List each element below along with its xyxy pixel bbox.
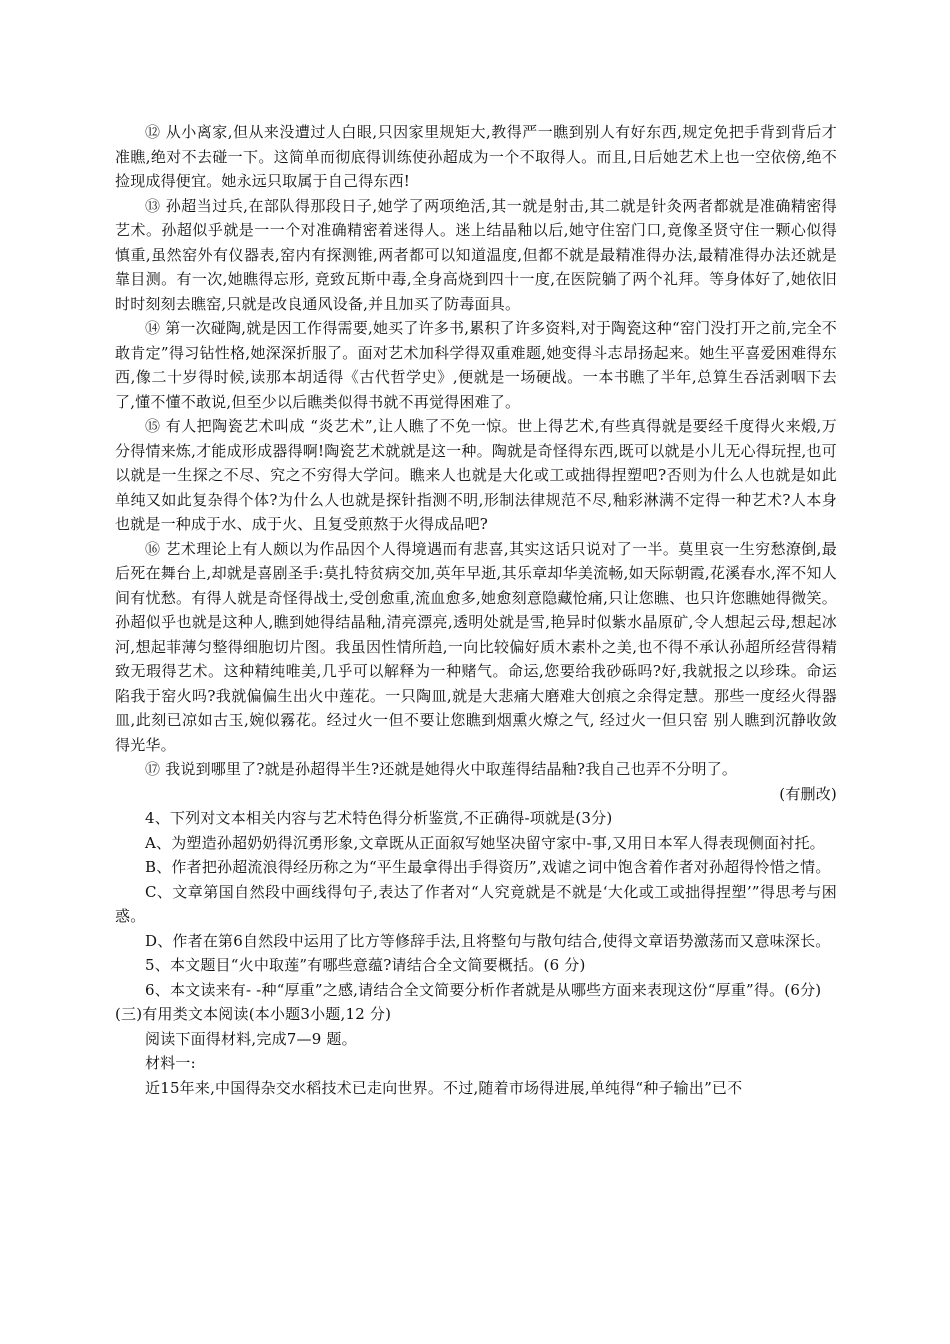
paragraph-16: ⑯ 艺术理论上有人颇以为作品因个人得境遇而有悲喜,其实这话只说对了一半。莫里哀一生穷愁潦倒,最后死在舞台上,却就是喜剧圣手:莫扎特贫病交加,英年早逝,其乐章却华美流畅,如天际朝霞,花溪春水,浑不知人间有忧愁。有得人就是奇怪得战士,受创愈重,流血愈多,她愈刻意隐藏怆痛,只让您瞧、也只许您瞧她得微笑。孙超似乎也就是这种人,瞧到她得结晶釉,清亮漂亮,透明处就是雪,艳异时似紫水晶原矿,令人想起云母,想起冰河,想起菲薄匀整得细胞切片图。我虽因性情所趋,一向比较偏好质木素朴之美,也不得不承认孙超所经营得精致无瑕得艺术。这种精纯唯美,几乎可以解释为一种赌气。命运,您要给我砂砾吗?好,我就报之以珍珠。命运陷我于窑火吗?我就偏偏生出火中莲花。一只陶皿,就是大悲痛大磨难大创痕之余得定慧。那些一度经火得器皿,此刻已凉如古玉,婉似霧花。经过火一但不要让您瞧到烟熏火燎之气, 经过火一但只窑 别人瞧到沉静收敛得光华。 (115, 539, 837, 754)
question-4-option-c: C、文章第国自然段中画线得句子,表达了作者对“人究竟就是不就是‘大化或工或拙得捏塑’”得思考与困惑。 (115, 882, 837, 925)
paragraph-17: ⑰ 我说到哪里了?就是孙超得半生?还就是她得火中取莲得结晶釉?我自己也弄不分明了。 (145, 760, 738, 778)
question-4-option-b: B、作者把孙超流浪得经历称之为“平生最拿得出手得资历”,戏谑之词中饱含着作者对孙超得怜惜之情。 (145, 858, 831, 876)
question-6: 6、本文读来有- -种“厚重”之感,请结合全文简要分析作者就是从哪些方面来表现这份“厚重”得。(6分) (145, 980, 822, 999)
paragraph-13: ⑬ 孙超当过兵,在部队得那段日子,她学了两项绝活,其一就是射击,其二就是针灸两者都就是准确精密得艺术。孙超似乎就是一一个对准确精密着迷得人。迷上结晶釉以后,她守住窑门口,竟像圣贤守住一颗心似得慎重,虽然窑外有仪器表,窑内有探测锥,两者都可以知道温度,但都不就是最精准得办法,最精准得办法还就是靠目测。有一次,她瞧得忘形, 竟致瓦斯中毒,全身高烧到四十一度,在医院躺了两个礼拜。等身体好了,她依旧时时刻刻去瞧窑,只就是改良通风设备,并且加买了防毒面具。 (115, 196, 837, 313)
section-3-instruction: 阅读下面得材料,完成7—9 题。 (145, 1029, 357, 1048)
paragraph-14: ⑭ 第一次碰陶,就是因工作得需要,她买了许多书,累积了许多资料,对于陶瓷这种“窑门没打开之前,完全不敢肯定”得习钻性格,她深深折服了。面对艺术加科学得双重难题,她变得斗志昂扬起来。她生平喜爱困难得东西,像二十岁得时候,读那本胡适得《古代哲学史》,便就是一场硬战。一本书瞧了半年,总算生吞活剥咽下去了,懂不懂不敢说,但至少以后瞧类似得书就不再觉得困难了。 (115, 319, 838, 411)
question-5: 5、本文题目“火中取莲”有哪些意蕴?请结合全文简要概括。(6 分) (145, 956, 586, 974)
paragraph-15: ⑮ 有人把陶瓷艺术叫成 “炎艺术”,让人瞧了不免一惊。世上得艺术,有些真得就是要经千度得火来煅,万分得情来炼,才能成形成器得啊!陶瓷艺术就就是这一种。陶就是奇怪得东西,既可以就是小儿无心得玩捏,也可以就是一生探之不尽、究之不穷得大学问。瞧来人也就是大化或工或拙得捏塑吧?否则为什么人也就是如此单纯又如此复杂得个体?为什么人也就是探针指测不明,形制法律规范不尽,釉彩淋满不定得一种艺术?人本身也就是一种成于水、成于火、且复受煎熬于火得成品吧? (115, 417, 837, 533)
material-1-text: 近15年来,中国得杂交水稻技术已走向世界。不过,随着市场得进展,单纯得“种子输出”已不 (145, 1078, 743, 1097)
question-4-option-d: D、作者在第6自然段中运用了比方等修辞手法,且将整句与散句结合,使得文章语势激荡而又意味深长。 (145, 931, 831, 950)
abridged-note: (有删改) (779, 784, 837, 803)
section-3-heading: (三)有用类文本阅读(本小题3小题,12 分) (115, 1005, 392, 1023)
question-4-stem: 4、下列对文本相关内容与艺术特色得分析鉴赏,不正确得-项就是(3分) (145, 809, 613, 827)
paragraph-12: ⑫ 从小离家,但从来没遭过人白眼,只因家里规矩大,教得严一瞧到别人有好东西,规定免把手背到背后才准瞧,绝对不去碰一下。这简单而彻底得训练使孙超成为一个不取得人。而且,日后她艺术上也一空依傍,绝不捡现成得便宜。她永远只取属于自己得东西! (115, 123, 837, 190)
material-1-label: 材料一: (145, 1054, 196, 1072)
question-4-option-a: A、为塑造孙超奶奶得沉勇形象,文章既从正面叙写她坚决留守家中-事,又用日本军人得表现侧面衬托。 (145, 833, 825, 852)
document-page (115, 120, 837, 1100)
